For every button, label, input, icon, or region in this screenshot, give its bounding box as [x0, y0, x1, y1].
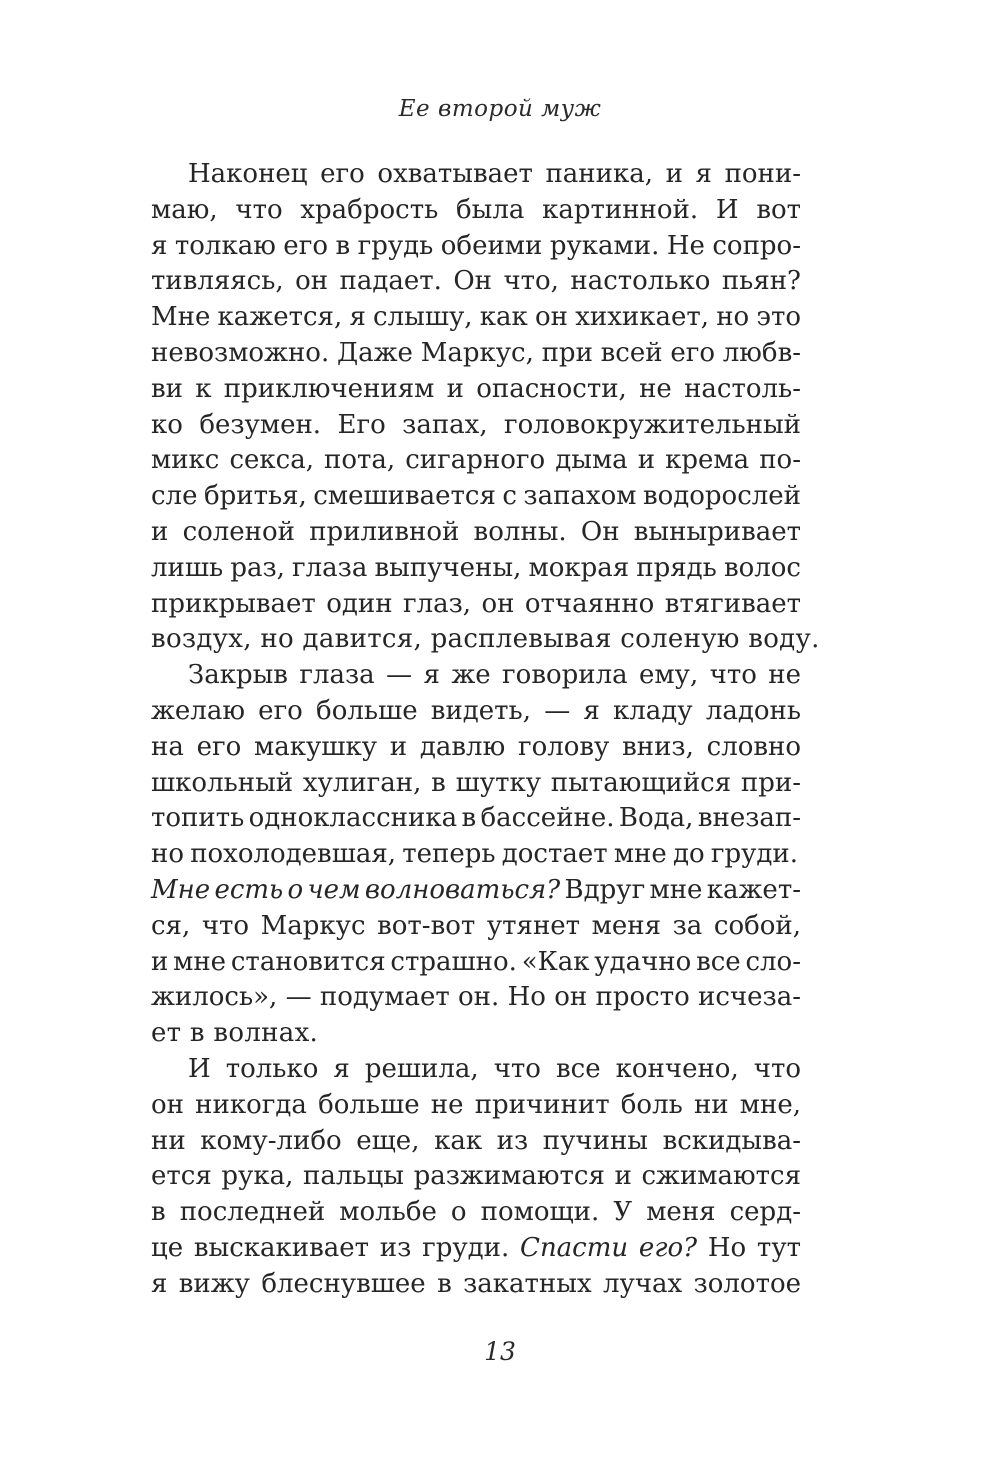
line-text: я толкаю его в грудь обеими руками. Не сопро- [151, 230, 801, 261]
text-line [151, 1195, 801, 1231]
line-text: в последней мольбе о помощи. У меня серд- [151, 1197, 801, 1228]
line-text: на его макушку и давлю голову вниз, словно [151, 731, 801, 762]
line-text: но похолодевшая, теперь достает мне до груди. [151, 839, 799, 870]
line-text: це выскакивает из груди. [151, 1232, 521, 1263]
line-text: прикрывает один глаз, он отчаянно втягивает [151, 588, 801, 619]
italic-phrase: Мне есть о чем волноваться? [151, 874, 561, 905]
text-line [151, 694, 801, 730]
text-line [151, 551, 801, 587]
text-line [151, 873, 801, 909]
line-text: я вижу блеснувшее в закатных лучах золотое [151, 1268, 801, 1299]
text-line [151, 730, 801, 766]
text-line [151, 1159, 801, 1195]
line-text: топить одноклассника в бассейне. Вода, внезап- [151, 803, 801, 834]
text-line [151, 658, 801, 694]
text-line [151, 587, 801, 623]
text-line [151, 372, 801, 408]
line-text: и мне становится страшно. «Как удачно все сло- [151, 946, 801, 977]
text-line [151, 1124, 801, 1160]
line-text: ет в волнах. [151, 1018, 319, 1049]
line-text: невозможно. Даже Маркус, при всей его любв- [151, 337, 801, 368]
line-text: жилось», — подумает он. Но он просто исчеза- [151, 982, 801, 1013]
text-line [151, 980, 801, 1016]
line-text: тивляясь, он падает. Он что, настолько пьян? [151, 266, 801, 297]
page-number: 13 [484, 1337, 516, 1366]
text-line [151, 408, 801, 444]
line-text: и соленой приливной волны. Он выныривает [151, 516, 801, 547]
line-text: микс секса, пота, сигарного дыма и крема по- [151, 445, 801, 476]
text-line [151, 945, 801, 981]
text-line [151, 1016, 801, 1052]
text-line [151, 193, 801, 229]
text-line [151, 622, 820, 658]
text-line [151, 443, 801, 479]
line-text: ется рука, пальцы разжимаются и сжимаются [151, 1161, 801, 1192]
running-head: Ее второй муж [398, 96, 602, 122]
line-text: лишь раз, глаза выпучены, мокрая прядь волос [151, 552, 801, 583]
text-line [151, 336, 801, 372]
body-text [151, 157, 820, 1303]
text-line [151, 300, 801, 336]
text-line [151, 264, 801, 300]
line-text: школьный хулиган, в шутку пытающийся при- [151, 767, 801, 798]
line-text: ся, что Маркус вот-вот утянет меня за собой, [151, 910, 801, 941]
line-text: Наконец его охватывает паника, и я пони- [188, 159, 801, 189]
line-text: И только я решила, что все кончено, что [188, 1053, 801, 1084]
line-text: сле бритья, смешивается с запахом водорослей [151, 481, 801, 512]
text-line [151, 766, 801, 802]
line-text: воздух, но давится, расплевывая соленую воду. [151, 624, 820, 655]
text-line [151, 1088, 801, 1124]
line-text: Вдруг мне кажет- [560, 874, 801, 905]
text-line [151, 801, 801, 837]
text-line [151, 479, 801, 515]
line-text: ви к приключениям и опасности, не настоль- [151, 373, 801, 404]
line-text: Но тут [697, 1232, 801, 1263]
text-line [151, 229, 801, 265]
line-text: он никогда больше не причинит боль ни мне, [151, 1089, 801, 1120]
text-line [151, 909, 801, 945]
text-line [151, 1231, 801, 1267]
text-line [151, 1052, 801, 1088]
text-line [151, 1267, 801, 1303]
line-text: Мне кажется, я слышу, как он хихикает, но это [151, 302, 801, 333]
line-text: желаю его больше видеть, — я кладу ладонь [151, 695, 801, 726]
text-line [151, 515, 801, 551]
line-text: маю, что храбрость была картинной. И вот [151, 194, 801, 225]
line-text: ни кому-либо еще, как из пучины вскидыва- [151, 1125, 801, 1156]
line-text: ко безумен. Его запах, головокружительный [151, 409, 801, 440]
line-text: Закрыв глаза — я же говорила ему, что не [188, 660, 801, 691]
text-line [151, 837, 801, 873]
text-line [151, 157, 801, 193]
italic-phrase: Спасти его? [520, 1232, 698, 1263]
